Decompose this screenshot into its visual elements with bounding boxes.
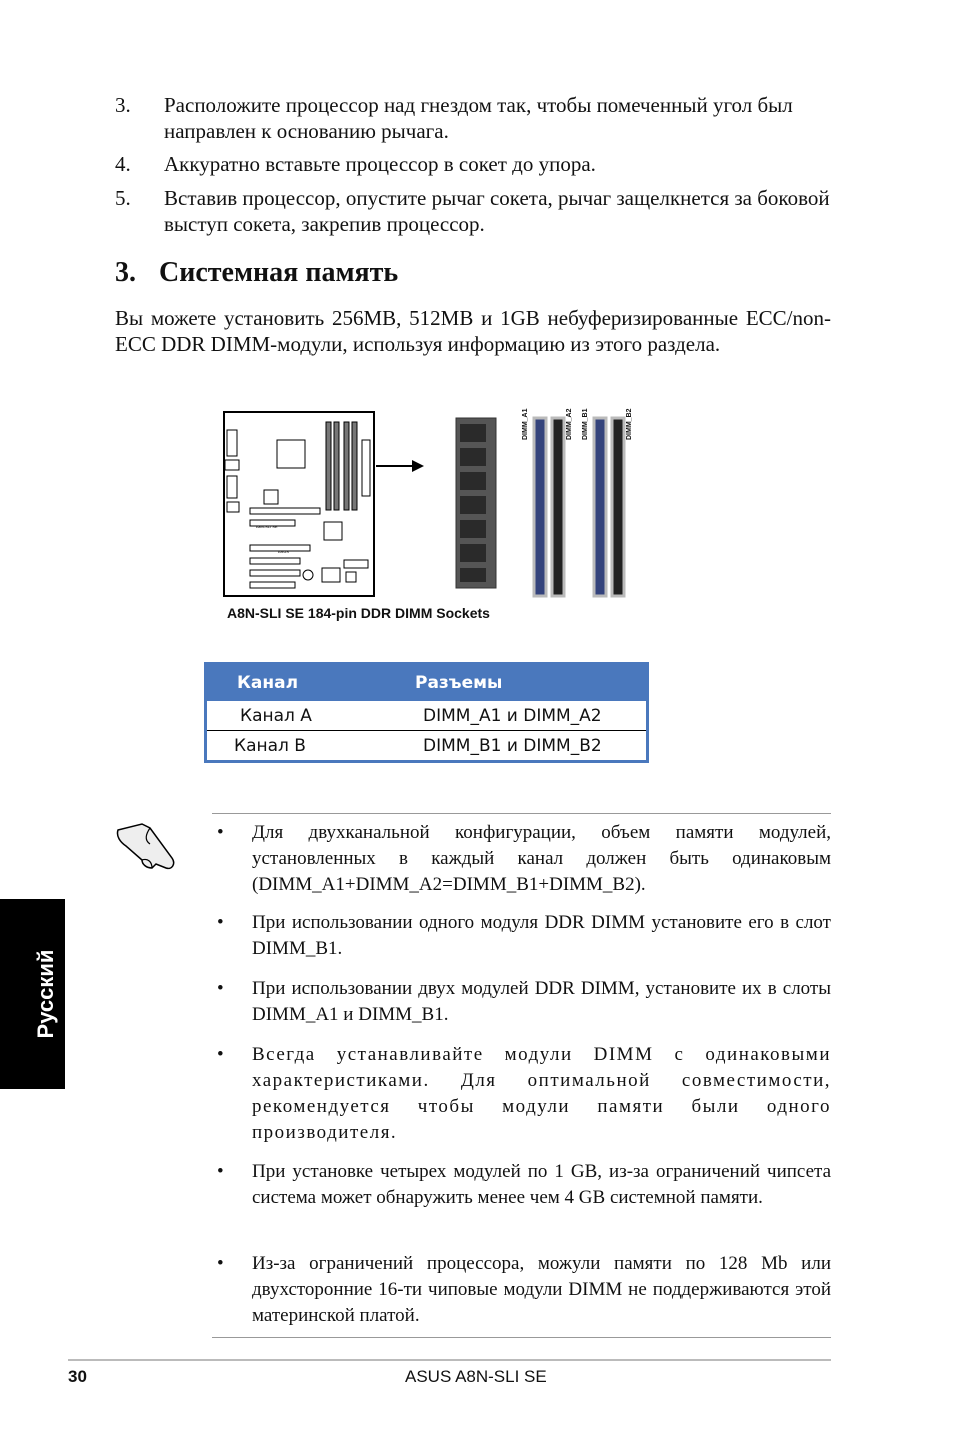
intro-paragraph: Вы можете установить 256MB, 512MB и 1GB небуферизированные ECC/non-ECC DDR DIMM-модули, используя информацию из этого раздела. bbox=[115, 306, 831, 356]
motherboard-diagram bbox=[222, 410, 378, 600]
table-cell-slots: DIMM_B1 и DIMM_B2 bbox=[423, 735, 602, 756]
section-heading bbox=[115, 257, 398, 289]
section-title: Системная память bbox=[159, 257, 399, 288]
bullet: • bbox=[217, 1161, 224, 1182]
bullet: • bbox=[217, 822, 224, 843]
notes-top-rule bbox=[212, 813, 831, 814]
note-item-4: Всегда устанавливайте модули DIMM с одинаковыми характеристиками. Для оптимальной совместимости, рекомендуется чтобы модули памяти были одного производителя. bbox=[252, 1044, 831, 1143]
channel-table bbox=[204, 662, 649, 763]
board-label: A8N-SLI SE bbox=[256, 524, 278, 529]
dimm-slots bbox=[530, 414, 634, 600]
bullet: • bbox=[217, 1253, 224, 1274]
table-cell-slots: DIMM_A1 и DIMM_A2 bbox=[423, 705, 602, 726]
table-header-channel: Канал bbox=[206, 664, 416, 702]
step-number: 5. bbox=[115, 186, 131, 210]
table-header-row bbox=[206, 664, 648, 702]
note-item-6: Из-за ограничений процессора, можули памяти по 128 Mb или двухсторонние 16-ти чиповые модули DIMM не поддерживаются этой материнской платой. bbox=[252, 1253, 831, 1326]
table-header-slots: Разъемы bbox=[415, 664, 648, 702]
dimm-module-image bbox=[454, 416, 502, 590]
step-text: Аккуратно вставьте процессор в сокет до упора. bbox=[164, 152, 596, 176]
step-number: 4. bbox=[115, 152, 131, 176]
step-text: Вставив процессор, опустите рычаг сокета, рычаг защелкнется за боковой выступ сокета, закрепив процессор. bbox=[164, 186, 830, 236]
slot-label-b2: DIMM_B2 bbox=[626, 408, 633, 440]
note-item-3: При использовании двух модулей DDR DIMM, установите их в слоты DIMM_A1 и DIMM_B1. bbox=[252, 978, 831, 1025]
table-cell-channel: Канал B bbox=[234, 735, 306, 756]
slot-label-a1: DIMM_A1 bbox=[522, 408, 529, 440]
bullet: • bbox=[217, 912, 224, 933]
note-item-1: Для двухканальной конфигурации, объем памяти модулей, установленных в каждый канал должен быть одинаковым (DIMM_A1+DIMM_A2=DIMM_B1+DIMM_B2). bbox=[252, 822, 831, 895]
arrow-icon bbox=[376, 458, 426, 474]
slot-label-b1: DIMM_B1 bbox=[582, 408, 589, 440]
page-number: 30 bbox=[68, 1367, 87, 1386]
figure-caption: A8N-SLI SE 184-pin DDR DIMM Sockets bbox=[227, 605, 490, 621]
note-item-2: При использовании одного модуля DDR DIMM установите его в слот DIMM_B1. bbox=[252, 912, 831, 959]
bullet: • bbox=[217, 1044, 224, 1065]
step-text: Расположите процессор над гнездом так, чтобы помеченный угол был направлен к основанию рычага. bbox=[164, 93, 793, 143]
section-number: 3. bbox=[115, 257, 136, 288]
language-label: Русский bbox=[33, 949, 58, 1039]
bullet: • bbox=[217, 978, 224, 999]
board-logo: ASUS bbox=[278, 549, 289, 554]
notes-bottom-rule bbox=[212, 1337, 831, 1338]
slot-label-a2: DIMM_A2 bbox=[566, 408, 573, 440]
hand-pointer-icon bbox=[112, 818, 180, 872]
footer-rule bbox=[68, 1359, 831, 1361]
language-side-tab bbox=[0, 899, 65, 1089]
table-cell-channel: Канал A bbox=[240, 705, 312, 726]
table-row bbox=[206, 731, 648, 762]
table-row bbox=[206, 701, 648, 731]
footer-title: ASUS A8N-SLI SE bbox=[405, 1367, 547, 1386]
step-number: 3. bbox=[115, 93, 131, 117]
note-item-5: При установке четырех модулей по 1 GB, из-за ограничений чипсета система может обнаружить менее чем 4 GB системной памяти. bbox=[252, 1161, 831, 1208]
